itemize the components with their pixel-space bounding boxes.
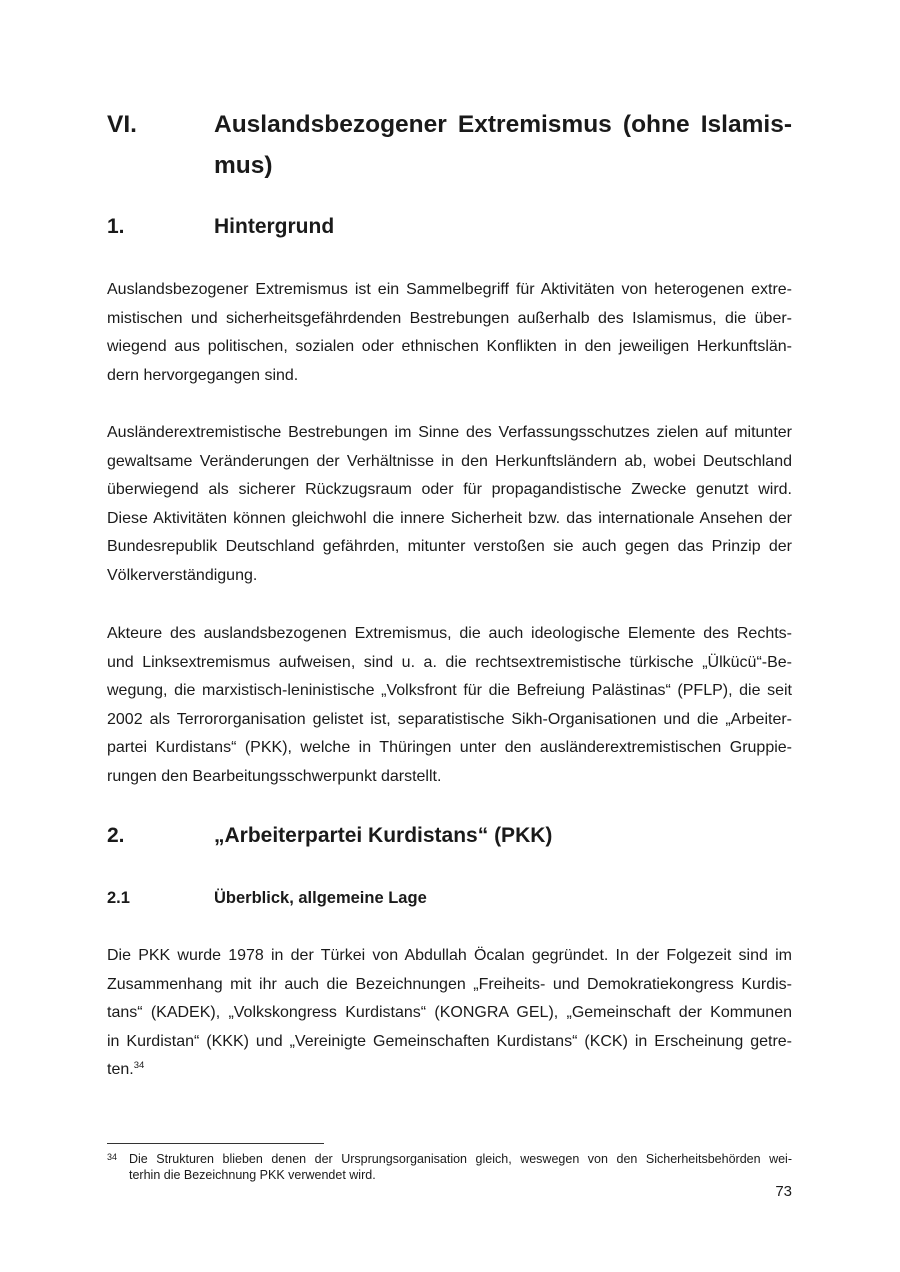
paragraph-line: Diese Aktivitäten können gleichwohl die innere Sicherheit bzw. das internationale Ansehen der (107, 509, 792, 527)
paragraph-line: rungen den Bearbeitungsschwerpunkt darstellt. (107, 767, 442, 785)
footnote-reference[interactable]: 34 (133, 1060, 145, 1072)
paragraph-line: dern hervorgegangen sind. (107, 366, 299, 384)
paragraph-line: Bundesrepublik Deutschland gefährden, mitunter verstoßen sie auch gegen das Prinzip der (107, 538, 792, 556)
section-title: „Arbeiterpartei Kurdistans“ (PKK) (214, 824, 553, 847)
paragraph-line: wiegend aus politischen, sozialen oder ethnischen Konflikten in den jeweiligen Herkunftslän- (107, 338, 792, 356)
footnote-separator (107, 1143, 324, 1144)
section-number: 1. (107, 215, 125, 238)
chapter-number: VI. (107, 111, 137, 138)
section-heading-pkk (107, 823, 792, 849)
paragraph-line: 2002 als Terrororganisation gelistet ist, separatistische Sikh-Organisationen und die „Arbeiter- (107, 710, 792, 728)
paragraph-line: und Linksextremismus aufweisen, sind u. a. die rechtsextremistische türkische „Ülkücü“-Be- (107, 653, 792, 671)
paragraph (107, 942, 792, 1085)
subsection-heading (107, 887, 792, 909)
paragraph-line: partei Kurdistans“ (PKK), welche in Thüringen unter den ausländerextremistischen Gruppie- (107, 739, 792, 757)
paragraph-line: tans“ (KADEK), „Volkskongress Kurdistans“ (KONGRA GEL), „Gemeinschaft der Kommunen (107, 1004, 792, 1022)
paragraph-line: mistischen und sicherheitsgefährdenden Bestrebungen außerhalb des Islamismus, die über- (107, 309, 792, 327)
paragraph-line: überwiegend als sicherer Rückzugsraum oder für propagandistische Zwecke genutzt wird. (107, 481, 792, 499)
section-number: 2. (107, 824, 125, 847)
footnote (107, 1151, 792, 1183)
paragraph-line: Die PKK wurde 1978 in der Türkei von Abdullah Öcalan gegründet. In der Folgezeit sind im (107, 947, 792, 964)
chapter-heading (107, 104, 792, 186)
subsection-number: 2.1 (107, 889, 130, 907)
paragraph-line: in Kurdistan“ (KKK) und „Vereinigte Gemeinschaften Kurdistans“ (KCK) in Erscheinung getre- (107, 1032, 792, 1050)
footnote-text (129, 1151, 792, 1183)
paragraph-line: Ausländerextremistische Bestrebungen im Sinne des Verfassungsschutzes zielen auf mitunter (107, 424, 792, 441)
paragraph (107, 419, 792, 591)
footnote-line: terhin die Bezeichnung PKK verwendet wird. (129, 1168, 376, 1182)
paragraph-line: Auslandsbezogener Extremismus ist ein Sammelbegriff für Aktivitäten von heterogenen extre- (107, 281, 792, 298)
chapter-title-line: Auslandsbezogener Extremismus (ohne Islamis- (214, 111, 792, 138)
section-heading-hintergrund (107, 214, 792, 240)
chapter-title-line: mus) (214, 152, 273, 179)
section-title: Hintergrund (214, 215, 335, 238)
paragraph-line: gewaltsame Veränderungen der Verhältnisse in den Herkunftsländern ab, wobei Deutschland (107, 452, 792, 470)
paragraph-line: Akteure des auslandsbezogenen Extremismus, die auch ideologische Elemente des Rechts- (107, 625, 792, 642)
paragraph-line: Völkerverständigung. (107, 566, 258, 584)
page-number: 73 (775, 1183, 792, 1200)
paragraph (107, 620, 792, 792)
paragraph-line: wegung, die marxistisch-leninistische „Volksfront für die Befreiung Palästinas“ (PFLP), die seit (107, 682, 792, 700)
footnote-line: Die Strukturen blieben denen der Ursprungsorganisation gleich, weswegen von den Sicherheitsbehörden wei- (129, 1152, 792, 1166)
paragraph (107, 276, 792, 390)
footnote-number: 34 (107, 1152, 118, 1162)
paragraph-line: Zusammenhang mit ihr auch die Bezeichnungen „Freiheits- und Demokratiekongress Kurdis- (107, 975, 792, 993)
chapter-title (214, 104, 792, 186)
paragraph-line-text: ten. (107, 1061, 134, 1079)
paragraph-line (107, 1056, 792, 1085)
subsection-title: Überblick, allgemeine Lage (214, 889, 427, 907)
